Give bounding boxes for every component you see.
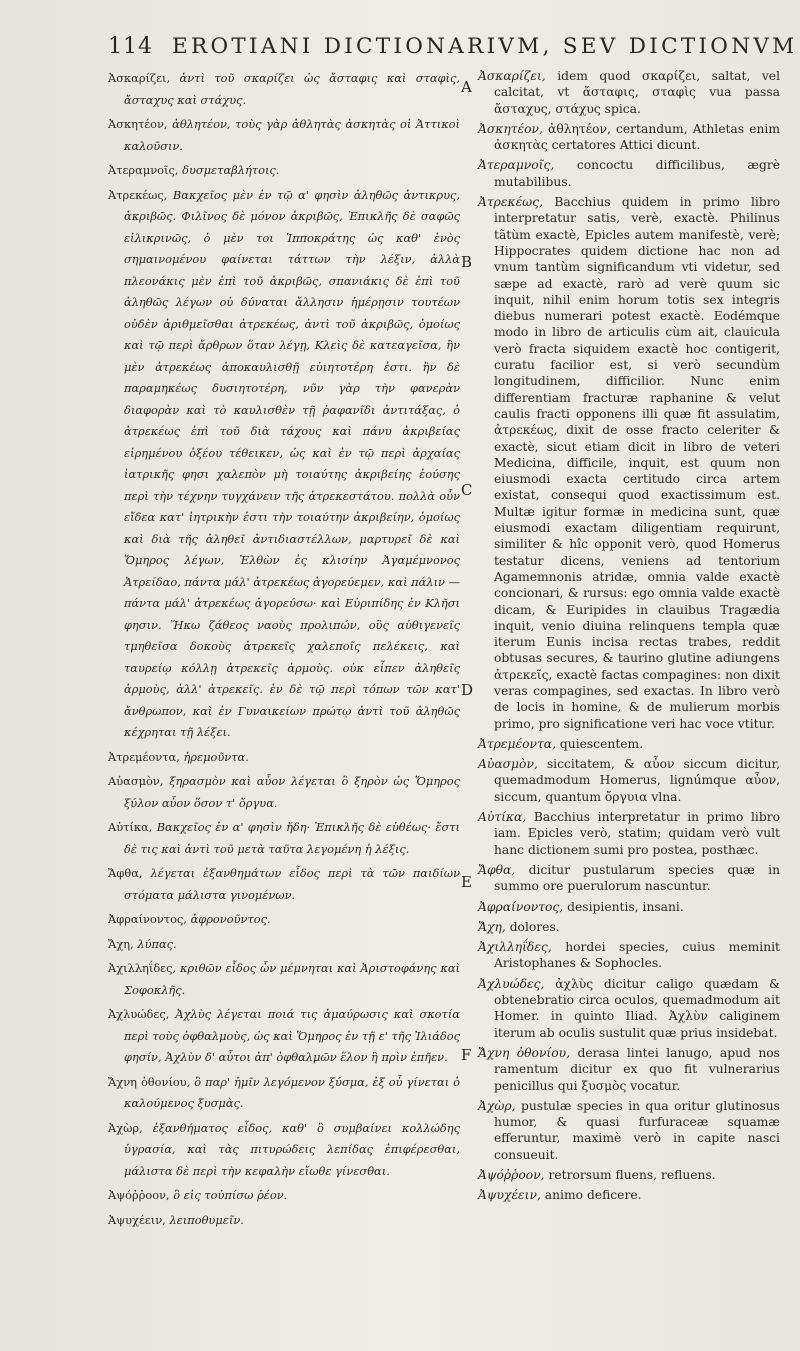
greek-entry bbox=[108, 1210, 460, 1232]
latin-entry bbox=[478, 1045, 780, 1094]
entry-text: hordei species, cuius meminit Aristophanes & Sophocles. bbox=[494, 940, 780, 971]
greek-entry bbox=[108, 1072, 460, 1115]
entry-lemma: Ἀτρεκέως, bbox=[478, 195, 543, 210]
entry-lemma: Ἀτεραμνοῖς, bbox=[478, 158, 555, 173]
entry-text: ἀθλητέον, τοὺς γὰρ ἀθλητὰς ἀσκητὰς οἱ Ἀττικοὶ καλοῦσιν. bbox=[124, 117, 461, 153]
entry-lemma: Ἀχλυώδες, bbox=[108, 1007, 170, 1021]
entry-lemma: Ἀψυχέειν, bbox=[108, 1212, 166, 1227]
entry-text: Ἀχλὺς λέγεται ποιά τις ἀμαύρωσις καὶ σκοτία περὶ τοὺς ὀφθαλμοὺς, ὡς καὶ Ὅμηρος ἐν τῇ ε' τῆς Ἰλιάδος φησίν, Ἀχλὺν δ' αὖτοι ἀπ' ὀφθαλμῶν ἕλον ἣ πρὶν ἐπῆεν. bbox=[124, 1007, 461, 1064]
entry-lemma: Ἀσκαρίζει, bbox=[108, 71, 171, 85]
greek-entry bbox=[108, 863, 460, 906]
entry-lemma: Ἀτεραμνοῖς, bbox=[108, 163, 179, 177]
latin-entry bbox=[478, 809, 780, 858]
latin-entry bbox=[478, 976, 780, 1041]
entry-lemma: Ἀχὼρ, bbox=[478, 1098, 516, 1113]
latin-entry bbox=[478, 919, 780, 935]
entry-text: quiescentem. bbox=[559, 736, 644, 751]
entry-text: ἀχλὺς dicitur caligo quædam & obtenebratio circa oculos, quemadmodum ait Homer. in quinto Iliad. Ἀχλὺν caliginem iterum ab oculis sustulit quæ prius insidebat. bbox=[494, 976, 780, 1040]
entry-text: desipientis, insani. bbox=[567, 899, 684, 914]
greek-entry bbox=[108, 1185, 460, 1207]
entry-lemma: Ἄφθα, bbox=[478, 862, 516, 877]
entry-text: retrorsum fluens, refluens. bbox=[548, 1168, 716, 1182]
entry-lemma: Ἀψυχέειν, bbox=[478, 1188, 541, 1203]
entry-text: ἐξανθήματος εἶδος, καθ' ὃ συμβαίνει κολλώδης ὑγρασία, καὶ τὰς πιτυρώδεις λεπίδας ἐπιφέρεσθαι, μάλιστα δὲ περὶ τὴν κεφαλὴν εἴωθε γίνεσθαι. bbox=[124, 1120, 460, 1178]
latin-entry bbox=[478, 899, 780, 915]
latin-entry bbox=[478, 194, 780, 732]
entry-lemma: Ἀφραίνοντος, bbox=[108, 912, 187, 926]
entry-text: ἀθλητέον, certandum, Athletas enim ἀσκητὰς certatores Attici dicunt. bbox=[494, 121, 780, 153]
entry-text: ξηρασμὸν καὶ αὖον λέγεται ὃ ξηρὸν ὡς Ὅμηρος ξύλον αὖον ὅσον τ' ὄργυα. bbox=[124, 774, 460, 810]
entry-text: ὃ εἰς τοὐπίσω ῥέον. bbox=[173, 1188, 288, 1202]
entry-lemma: Ἄχη, bbox=[478, 919, 506, 934]
entry-text: ὃ παρ' ἡμῖν λεγόμενον ξύσμα, ἐξ οὗ γίνεται ὁ καλούμενος ξυσμὰς. bbox=[124, 1074, 461, 1110]
entry-text: idem quod σκαρίζει, saltat, vel calcitat, vt ἄσταφις, σταφὶς vua passa ἄσταχυς, στάχυς spica. bbox=[494, 69, 780, 116]
entry-lemma: Αὐτίκα, bbox=[478, 810, 527, 825]
entry-text: λειποθυμεῖν. bbox=[169, 1212, 244, 1227]
greek-entry bbox=[108, 114, 460, 157]
greek-entry bbox=[108, 185, 460, 744]
entry-lemma: Ἀσκητέον, bbox=[478, 121, 543, 136]
margin-letter: E bbox=[461, 873, 472, 891]
page-number: 114 bbox=[108, 34, 153, 59]
entry-lemma: Ἀφραίνοντος, bbox=[478, 899, 564, 914]
margin-letter: A bbox=[461, 78, 472, 96]
entry-text: ἠρεμοῦντα. bbox=[183, 749, 249, 764]
entry-text: λύπας. bbox=[137, 936, 177, 951]
entry-lemma: Ἄχη, bbox=[108, 936, 134, 951]
entry-lemma: Ἀχὼρ, bbox=[108, 1120, 143, 1135]
entry-lemma: Ἀτρεμέοντα, bbox=[108, 749, 180, 764]
entry-text: Βακχεῖος ἐν α' φησὶν ἤδη· Ἐπικλῆς δὲ εὐθέως· ἔστι δὲ τις καὶ ἀντὶ τοῦ μετὰ ταῦτα λεγομένη ἡ λέξις. bbox=[124, 820, 460, 856]
entry-lemma: Ἄχνη ὀθονίου, bbox=[108, 1074, 191, 1089]
entry-text: κριθῶν εἶδος ὧν μέμνηται καὶ Ἀριστοφάνης καὶ Σοφοκλῆς. bbox=[124, 961, 460, 997]
entry-text: derasa lintei lanugo, apud nos ramentum dicitur ex quo fit vulnerarius penicillus qui ξυσμὸς vocatur. bbox=[494, 1045, 780, 1093]
greek-entry bbox=[108, 1118, 460, 1183]
greek-entry bbox=[108, 934, 460, 956]
greek-entry bbox=[108, 909, 460, 931]
latin-column bbox=[478, 68, 780, 1203]
greek-entry bbox=[108, 1004, 460, 1069]
latin-entry bbox=[478, 68, 780, 117]
entry-lemma: Ἀψόῤῥοον, bbox=[478, 1168, 545, 1182]
entry-lemma: Αὐτίκα, bbox=[108, 820, 153, 834]
entry-text: Bacchius interpretatur in primo libro iam. Epicles verò, statim; quidam verò vult hanc dictionem sumi pro postea, posthæc. bbox=[494, 810, 780, 857]
entry-lemma: Αὐασμὸν, bbox=[478, 757, 538, 772]
latin-entry bbox=[478, 862, 780, 895]
margin-letter: C bbox=[461, 481, 473, 499]
entry-lemma: Ἀψόῤῥοον, bbox=[108, 1188, 170, 1202]
entry-text: ἀντὶ τοῦ σκαρίζει ὡς ἄσταφις καὶ σταφὶς, ἄσταχυς καὶ στάχυς. bbox=[124, 71, 461, 107]
latin-entry bbox=[478, 1098, 780, 1163]
entry-text: siccitatem, & αὖον siccum dicitur, quemadmodum Homerus, lignúmque αὖον, siccum, quantum ὄργυια vlna. bbox=[494, 757, 780, 804]
entry-text: dicitur pustularum species quæ in summo ore puerulorum nascuntur. bbox=[494, 862, 780, 894]
entry-lemma: Ἀχιλληΐδες, bbox=[108, 961, 177, 975]
greek-entry bbox=[108, 68, 460, 111]
entry-text: pustulæ species in qua oritur glutinosus humor, & quasi furfuraceæ squamæ efferuntur, maximè verò in capite nasci consueuit. bbox=[494, 1098, 780, 1162]
greek-entry bbox=[108, 160, 460, 182]
margin-letter: F bbox=[461, 1046, 472, 1064]
margin-letter: B bbox=[461, 253, 473, 271]
entry-lemma: Ἀχιλληΐδες, bbox=[478, 940, 552, 955]
latin-entry bbox=[478, 939, 780, 972]
latin-entry bbox=[478, 756, 780, 805]
margin-letter: D bbox=[461, 681, 474, 699]
entry-lemma: Αὐασμὸν, bbox=[108, 774, 164, 788]
greek-entry bbox=[108, 747, 460, 769]
latin-entry bbox=[478, 121, 780, 154]
greek-entry bbox=[108, 817, 460, 860]
entry-lemma: Ἀσκαρίζει, bbox=[478, 69, 546, 83]
greek-entry bbox=[108, 771, 460, 814]
entry-text: δυσμεταβλήτοις. bbox=[182, 163, 280, 177]
entry-text: concoctu difficilibus, ægrè mutabilibus. bbox=[494, 158, 780, 189]
greek-entry bbox=[108, 958, 460, 1001]
entry-lemma: Ἀτρεκέως, bbox=[108, 187, 168, 202]
entry-lemma: Ἀτρεμέοντα, bbox=[478, 736, 556, 751]
latin-entry bbox=[478, 1167, 780, 1183]
entry-text: Βακχεῖος μὲν ἐν τῷ α' φησὶν ἀληθῶς ἀντικρυς, ἀκριβῶς. Φιλῖνος δὲ μόνον ἀκριβῶς, Ἐπικλῆς δὲ σαφῶς εἰλικρινῶς, ὁ μὲν τοι Ἱπποκράτης ὡς καθ' ἑνὸς σημαινομένου φαίνεται τάττων τὴν λέξιν, ἀλλὰ πλεονάκις μὲν ἐπὶ τοῦ ἀκριβῶς, σπανιάκις δὲ ἐπὶ τοῦ ἀληθῶς λέγων οὐ δύναται ἄλλησιν ἡμέρῃσιν τουτέων οὐδὲν ἀριθμεῖσθαι ἀτρεκέως, ἀντὶ τοῦ ἀκριβῶς, ὁμοίως καὶ τῷ περὶ ἄρθρων ὅταν λέγῃ, Κλεὶς δὲ κατεαγεῖσα, ἢν μὲν ἀτρεκέως ἀποκαυλισθῇ εὐιητοτέρη ἐστι. ἢν δὲ παραμηκέως δυσιητοτέρη, νῦν γὰρ τὴν φανερὰν διαφορὰν καὶ τὸ καυλισθὲν τῇ ῥαφανῖδι ἀντιτάξας, ὁ ἀτρεκέως ἐπὶ τοῦ διὰ τάχους καὶ πάνυ ἀκριβείας εἰρημένου ὀξέου τέθεικεν, ὡς καὶ ἐν τῷ περὶ ἀρχαίας ἰατρικῆς φησι χαλεπὸν μὴ τοιαύτης ἀκριβείης ἐούσης περὶ τὴν τέχνην τυγχάνειν τῆς ἀτρεκεστάτου. πολλὰ οὖν εἴδεα κατ' ἰητρικὴν ἐστι τὴν τοιαύτην ἀκριβείην, ὁμοίως καὶ διὰ τῆς ἀληθεῖ ἀντιδιαστέλλων, μαρτυρεῖ δὲ καὶ Ὅμηρος λέγων, Ἐλθὼν ἐς κλισίην Ἀγαμέμνονος Ἀτρείδαο, πάντα μάλ' ἀτρεκέως ἀγορεύεμεν, καὶ πάλιν —πάντα μάλ' ἀτρεκέως ἀγορεύσω· καὶ Εὐριπίδης ἐν Κλῆσι φησιν. Ἥκω ζάθεος ναοὺς προλιπών, οὓς αὐθιγενεῖς τμηθεῖσα δοκοὺς ἀτρεκεῖς χαλεποῖς πελέκεις, καὶ ταυρείῳ κόλλῃ ἀτρεκεῖς ἁρμοὺς. οὐκ εἶπεν ἀληθεῖς ἁρμοὺς, ἀλλ' ἀτρεκεῖς. ἐν δὲ τῷ περὶ τόπων τῶν κατ' ἄνθρωπον, καὶ ἐν Γυναικείων πρώτῳ ἀντὶ τοῦ ἀληθῶς κέχρηται τῇ λέξει. bbox=[124, 187, 460, 739]
entry-text: Bacchius quidem in primo libro interpretatur satis, verè, exactè. Philinus tãtùm exactè, Epicles autem manifestè, verè; Hippocrates quidem dictione hac non ad vnum tantùm significandum vti videtur, sed sæpe ad exactè, rarò ad verè quum sic inquit, nihil enim horum totis sex integris diebus numerari potest exactè. Eodémque modo in libro de articulis cùm ait, clauicula verò fracta siquidem exactè hoc contigerit, curatu facilior est, si verò secundùm longitudinem, difficilior. Nunc enim differentiam fracturæ raphanine & velut caulis fracti opponens illi quæ fit assulatim, ἀτρεκέως, dixit de osse fracto celeriter & exactè, sicut etiam dicit in libro de veteri Medicina, difficile, inquit, est quum non eiusmodi exacta certitudo circa artem existat, consequi quod exactissimum est. Multæ igitur formæ in medicina sunt, quæ eiusmodi exactam diligentiam requirunt, similiter & hîc opponit verò, quod Homerus testatur dicens, veniens ad tentorium Agamemnonis atridæ, omnia valde exactè concionari, & rursus: ego omnia valde exactè dicam, & Euripides in clauibus Tragædia inquit, venio diuina relinquens templa quæ iterum Eunis incisa rectas trabes, reddit obtusas secures, & taurino glutine adiungens ἀτρεκεῖς, exactè factas compagines: non dixit veras compagines, sed exactas. In libro verò de locis in homine, & de mulierum morbis primo, pro significatione veri hac voce vtitur. bbox=[494, 195, 780, 731]
running-title: EROTIANI DICTIONARIVM, SEV DICTIONVM bbox=[172, 34, 798, 59]
entry-lemma: Ἀχλυώδες, bbox=[478, 976, 545, 991]
latin-entry bbox=[478, 157, 780, 190]
latin-entry bbox=[478, 736, 780, 752]
entry-text: ἀφρονοῦντος. bbox=[190, 912, 271, 926]
entry-lemma: Ἀσκητέον, bbox=[108, 117, 168, 131]
entry-text: dolores. bbox=[509, 919, 560, 934]
latin-entry bbox=[478, 1187, 780, 1203]
entry-lemma: Ἄχνη ὀθονίου, bbox=[478, 1045, 571, 1060]
entry-text: animo deficere. bbox=[544, 1188, 642, 1203]
entry-text: λέγεται ἐξανθημάτων εἶδος περὶ τὰ τῶν παιδίων στόματα μάλιστα γινομένων. bbox=[124, 866, 461, 902]
greek-column bbox=[108, 68, 461, 1227]
entry-lemma: Ἄφθα, bbox=[108, 866, 143, 880]
